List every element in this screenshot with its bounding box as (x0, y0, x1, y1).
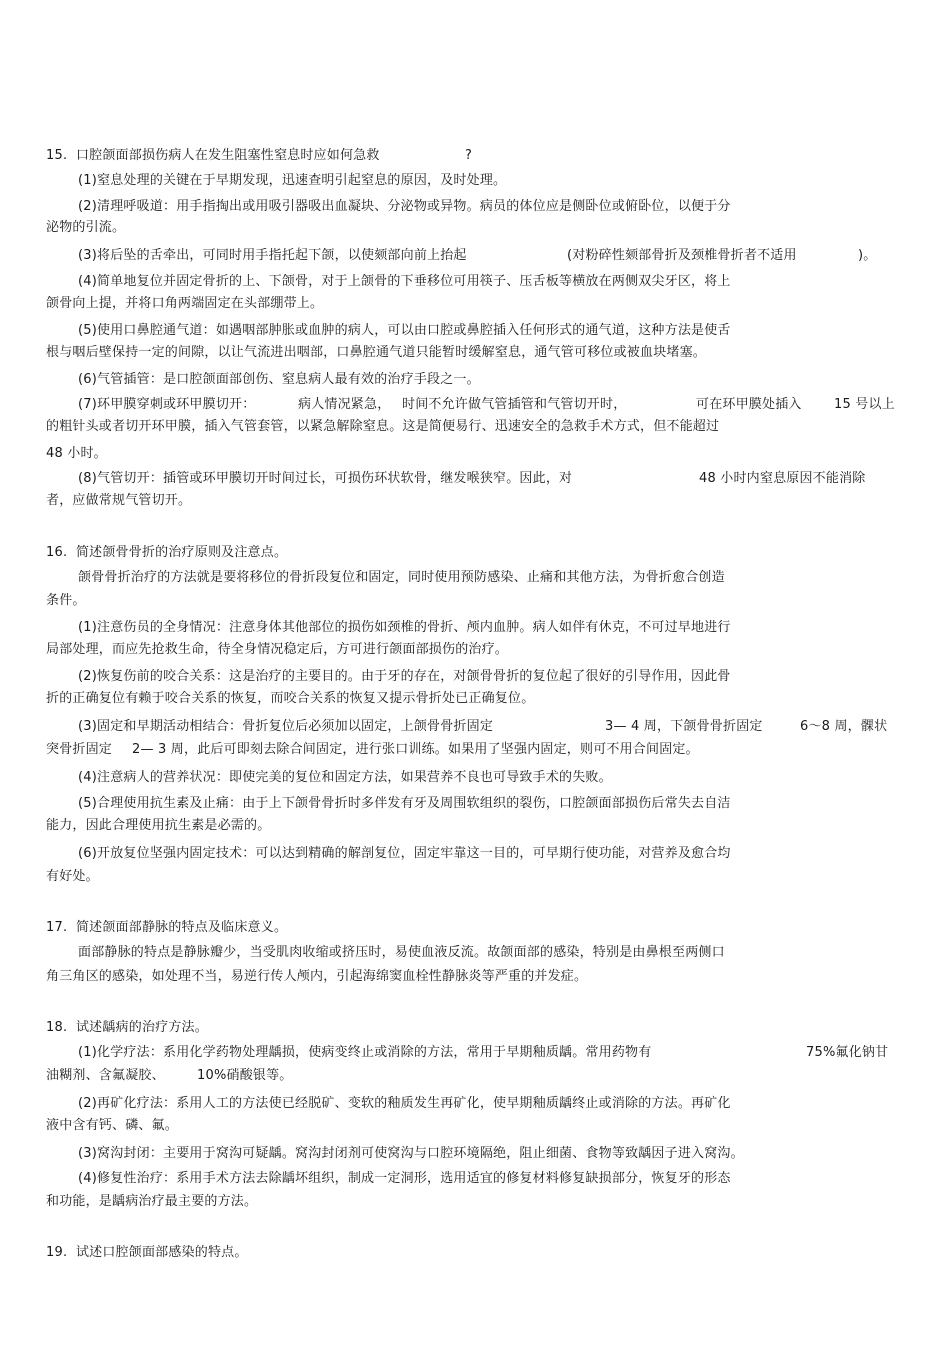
text-line (0, 716, 950, 738)
text-segment: (2)清理呼吸道：用手指掏出或用吸引器吸出血凝块、分泌物或异物。病员的体位应是侧卧位或俯卧位，以便于分 (78, 199, 731, 214)
text-line (0, 369, 950, 391)
text-segment: (3)窝沟封闭：主要用于窝沟可疑龋。窝沟封闭剂可使窝沟与口腔环境隔绝，阻止细菌、食物等致龋因子进入窝沟。 (78, 1146, 744, 1161)
text-segment: (1)窒息处理的关键在于早期发现，迅速查明引起窒息的原因，及时处理。 (78, 173, 507, 188)
text-segment: 根与咽后壁保持一定的间隙，以让气流进出咽部，口鼻腔通气道只能暂时缓解窒息，通气管可移位或被血块堵塞。 (46, 345, 707, 360)
text-segment: 者，应做常规气管切开。 (46, 493, 192, 508)
text-line (0, 917, 950, 939)
text-segment: (6)气管插管：是口腔颌面部创伤、窒息病人最有效的治疗手段之一。 (78, 372, 480, 387)
text-line (0, 293, 950, 315)
text-segment: 48 小时内窒息原因不能消除 (699, 471, 866, 486)
text-segment: (2)恢复伤前的咬合关系：这是治疗的主要目的。由于牙的存在，对颌骨骨折的复位起了很好的引导作用，因此骨 (78, 669, 731, 684)
text-segment: 面部静脉的特点是静脉瓣少，当受肌肉收缩或挤压时，易使血液反流。故颌面部的感染，特别是由鼻根至两侧口 (78, 945, 725, 960)
text-segment: (2)再矿化疗法：系用人工的方法使已经脱矿、变软的釉质发生再矿化，使早期釉质龋终止或消除的方法。再矿化 (78, 1096, 731, 1111)
text-line (0, 320, 950, 342)
text-segment: 局部处理，而应先抢救生命，待全身情况稳定后，方可进行颌面部损伤的治疗。 (46, 642, 509, 657)
text-line (0, 639, 950, 661)
text-segment: 液中含有钙、磷、氟。 (46, 1118, 179, 1133)
text-segment: 时间不允许做气管插管和气管切开时， (402, 397, 627, 412)
text-segment: (5)合理使用抗生素及止痛：由于上下颌骨骨折时多伴发有牙及周围软组织的裂伤，口腔颌面部损伤后常失去自洁 (78, 796, 731, 811)
text-segment: 角三角区的感染，如处理不当，易逆行传人颅内，引起海绵窦血栓性静脉炎等严重的并发症。 (46, 969, 588, 984)
text-segment: 的粗针头或者切开环甲膜，插入气管套管，以紧急解除窒息。这是简便易行、迅速安全的急救手术方式，但不能超过 (46, 419, 720, 434)
text-segment: 2— 3 周，此后可即刻去除合间固定，进行张口训练。如果用了坚强内固定，则可不用合间固定。 (132, 742, 699, 757)
text-line (0, 567, 950, 589)
text-segment: 可在环甲膜处插入 (696, 397, 802, 412)
text-line (0, 1042, 950, 1064)
text-segment: 19. 试述口腔颌面部感染的特点。 (46, 1245, 248, 1260)
text-segment: 18. 试述龋病的治疗方法。 (46, 1020, 208, 1035)
text-line (0, 688, 950, 710)
text-segment: 油糊剂、含氟凝胶、 (46, 1068, 165, 1083)
text-segment: (8)气管切开：插管或环甲膜切开时间过长，可损伤环状软骨，继发喉狭窄。因此，对 (78, 471, 573, 486)
text-segment: (1)注意伤员的全身情况：注意身体其他部位的损伤如颈椎的骨折、颅内血肿。病人如伴有休克，不可过早地进行 (78, 620, 731, 635)
text-line (0, 170, 950, 192)
text-line (0, 815, 950, 837)
text-line (0, 394, 950, 416)
text-segment: 颌骨向上提，并将口角两端固定在头部绷带上。 (46, 296, 324, 311)
text-segment: ? (465, 148, 473, 163)
text-segment: (6)开放复位坚强内固定技术：可以达到精确的解剖复位，固定牢靠这一目的，可早期行使功能，对营养及愈合均 (78, 846, 731, 861)
text-segment: 折的正确复位有赖于咬合关系的恢复，而咬合关系的恢复又提示骨折处已正确复位。 (46, 691, 535, 706)
text-segment: 3— 4 周，下颌骨骨折固定 (605, 719, 763, 734)
text-line (0, 1191, 950, 1213)
text-segment: (1)化学疗法：系用化学药物处理龋损，使病变终止或消除的方法，常用于早期釉质龋。常用药物有 (78, 1045, 652, 1060)
text-line (0, 542, 950, 564)
text-segment: 条件。 (46, 593, 86, 608)
text-segment: 15 号以上 (834, 397, 895, 412)
text-segment: (4)注意病人的营养状况：即使完美的复位和固定方法，如果营养不良也可导致手术的失败。 (78, 770, 612, 785)
text-segment: 6～8 周，髁状 (800, 719, 888, 734)
text-segment: 17. 简述颌面部静脉的特点及临床意义。 (46, 920, 288, 935)
text-segment: 泌物的引流。 (46, 220, 126, 235)
text-segment: (4)简单地复位并固定骨折的上、下颌骨，对于上颌骨的下垂移位可用筷子、压舌板等横放在两侧双尖牙区，将上 (78, 274, 731, 289)
text-segment: 突骨折固定 (46, 742, 113, 757)
text-line (0, 617, 950, 639)
text-line (0, 1093, 950, 1115)
text-line (0, 1168, 950, 1190)
text-line (0, 416, 950, 438)
text-line (0, 1017, 950, 1039)
text-line (0, 666, 950, 688)
text-segment: )。 (858, 248, 877, 263)
text-segment: 15. 口腔颌面部损伤病人在发生阻塞性窒息时应如何急救 (46, 148, 380, 163)
text-segment: 和功能，是龋病治疗最主要的方法。 (46, 1194, 258, 1209)
text-line (0, 843, 950, 865)
text-segment: 10%硝酸银等。 (197, 1068, 293, 1083)
text-segment: 有好处。 (46, 869, 99, 884)
text-segment: (3)将后坠的舌牵出，可同时用手指托起下颌，以使颏部向前上抬起 (78, 248, 467, 263)
text-segment: 病人情况紧急， (298, 397, 391, 412)
text-segment: 48 小时。 (46, 446, 107, 461)
text-line (0, 490, 950, 512)
text-line (0, 145, 950, 167)
text-segment: 16. 简述颌骨骨折的治疗原则及注意点。 (46, 545, 288, 560)
text-segment: (5)使用口鼻腔通气道：如遇咽部肿胀或血肿的病人，可以由口腔或鼻腔插入任何形式的通气道，这种方法是使舌 (78, 323, 731, 338)
text-line (0, 739, 950, 761)
text-line (0, 1115, 950, 1137)
text-segment: 能力，因此合理使用抗生素是必需的。 (46, 818, 271, 833)
text-line (0, 342, 950, 364)
text-line (0, 590, 950, 612)
text-line (0, 942, 950, 964)
text-line (0, 468, 950, 490)
text-line (0, 245, 950, 267)
text-line (0, 217, 950, 239)
text-segment: 75%氟化钠甘 (806, 1045, 889, 1060)
text-segment: (对粉碎性颏部骨折及颈椎骨折者不适用 (567, 248, 797, 263)
text-line (0, 443, 950, 465)
text-segment: (7)环甲膜穿刺或环甲膜切开： (78, 397, 256, 412)
text-segment: 颌骨骨折治疗的方法就是要将移位的骨折段复位和固定，同时使用预防感染、止痛和其他方法，为骨折愈合创造 (78, 570, 725, 585)
text-segment: (3)固定和早期活动相结合：骨折复位后必须加以固定，上颌骨骨折固定 (78, 719, 494, 734)
text-line (0, 767, 950, 789)
text-line (0, 866, 950, 888)
text-segment: (4)修复性治疗：系用手术方法去除龋坏组织，制成一定洞形，选用适宜的修复材料修复缺损部分，恢复牙的形态 (78, 1171, 731, 1186)
text-line (0, 271, 950, 293)
text-line (0, 793, 950, 815)
text-line (0, 1242, 950, 1264)
text-line (0, 196, 950, 218)
text-line (0, 966, 950, 988)
text-line (0, 1065, 950, 1087)
text-line (0, 1143, 950, 1165)
